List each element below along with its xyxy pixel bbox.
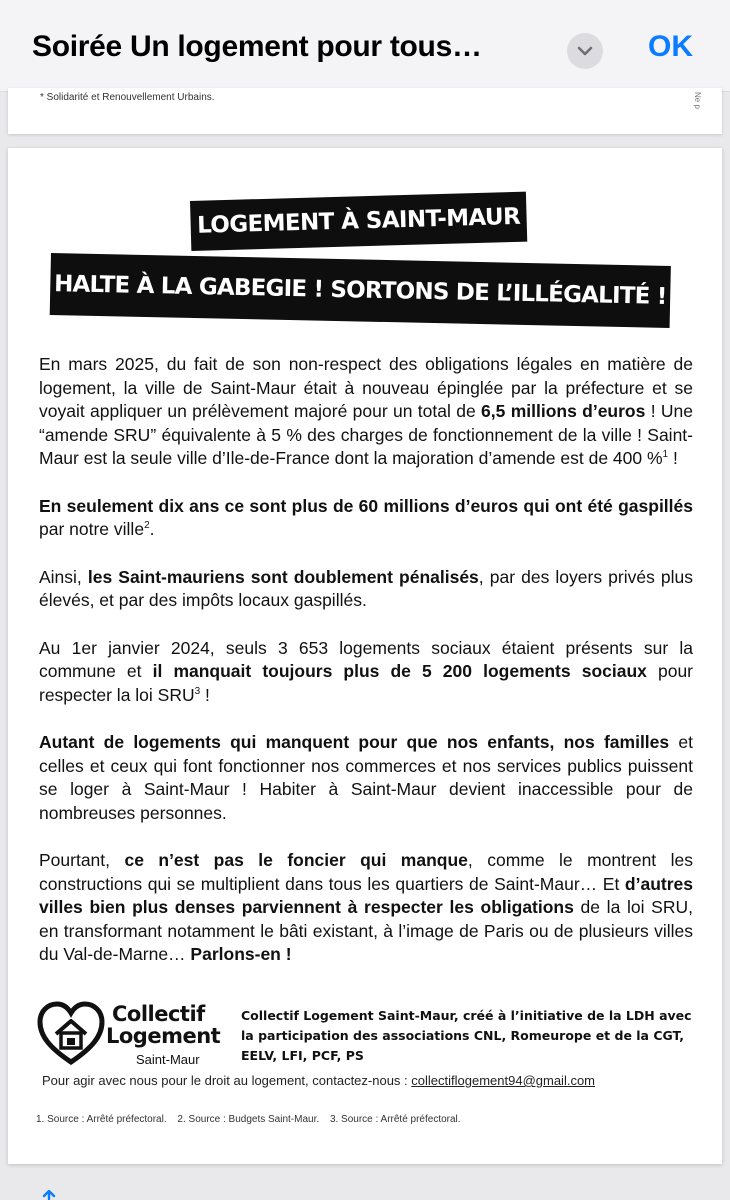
paragraph-5: Autant de logements qui manquent pour que nos enfants, nos familles et celles et ceux qui font fonctionner nos commerces et nos services publics puissent se loger à Saint-Maur ! Habiter à Saint-Maur devient inaccessible pour de nombreuses personnes.: [39, 732, 693, 823]
contact-email-link[interactable]: collectiflogement94@gmail.com: [411, 1073, 596, 1088]
share-icon[interactable]: [36, 1190, 62, 1200]
document-title: Soirée Un logement pour tous…: [32, 30, 482, 63]
collectif-logo: [36, 1000, 236, 1070]
chevron-down-icon: [577, 46, 593, 56]
flyer-body: [39, 353, 693, 991]
collectif-description: Collectif Logement Saint-Maur, créé à l’initiative de la LDH avec la participation des associations CNL, Romeurope et de la CGT, EELV, LFI, PCF, PS: [241, 1008, 692, 1063]
paragraph-6: Pourtant, ce n’est pas le foncier qui manque, comme le montrent les constructions qui se multiplient dans tous les quartiers de Saint-Maur… Et d’autres villes bien plus denses parviennent à respecter les obligations de la loi SRU, en transformant notamment le bâti existant, à l’image de Paris ou de plusieurs villes du Val-de-Marne… Parlons-en !: [39, 850, 693, 964]
viewer-header: [0, 0, 730, 92]
previous-page-footnote: * Solidarité et Renouvellement Urbains.: [40, 92, 215, 103]
source-1: 1. Source : Arrêté préfectoral.: [36, 1114, 167, 1125]
previous-page: [8, 88, 722, 134]
logo-line-2: Logement: [106, 1024, 221, 1048]
banner-line-1: LOGEMENT À SAINT-MAUR: [190, 192, 527, 251]
heart-house-icon: [36, 1000, 106, 1066]
paragraph-2: En seulement dix ans ce sont plus de 60 millions d’euros qui ont été gaspillés par notre ville$^2$.: [39, 495, 693, 539]
previous-page-side-text: Ne p: [693, 92, 702, 109]
title-dropdown-button[interactable]: [567, 33, 603, 69]
done-button[interactable]: OK: [648, 30, 693, 63]
banner-line-2: HALTE À LA GABEGIE ! SORTONS DE L’ILLÉGALITÉ !: [50, 253, 671, 328]
sources-footnotes: [36, 1114, 469, 1125]
source-2: 2. Source : Budgets Saint-Maur.: [177, 1114, 320, 1125]
source-3: 3. Source : Arrêté préfectoral.: [329, 1114, 461, 1125]
logo-line-3: Saint-Maur: [136, 1052, 200, 1067]
logo-line-1: Collectif: [112, 1002, 205, 1026]
paragraph-4: Au 1er janvier 2024, seuls 3 653 logements sociaux étaient présents sur la commune et il manquait toujours plus de 5 200 logements sociaux pour respecter la loi SRU$^3$ !: [39, 637, 694, 705]
paragraph-3: Ainsi, les Saint-mauriens sont doublement pénalisés, par des loyers privés plus élevés, et par des impôts locaux gaspillés.: [39, 566, 693, 610]
contact-line: Pour agir avec nous pour le droit au logement, contactez-nous : collectiflogement94@gmail.com: [42, 1073, 596, 1088]
paragraph-1: En mars 2025, du fait de son non-respect des obligations légales en matière de logement, la ville de Saint-Maur était à nouveau épinglée par la préfecture et se voyait appliquer un prélèvement majoré pour un total de 6,5 millions d’euros ! Une “amende SRU” équivalente à 5 % des charges de fonctionnement de la ville ! Saint-Maur est la seule ville d’Ile-de-France dont la majoration d’amende est de 400 %$^1$ !: [39, 354, 693, 468]
flyer-page: [8, 148, 722, 1164]
